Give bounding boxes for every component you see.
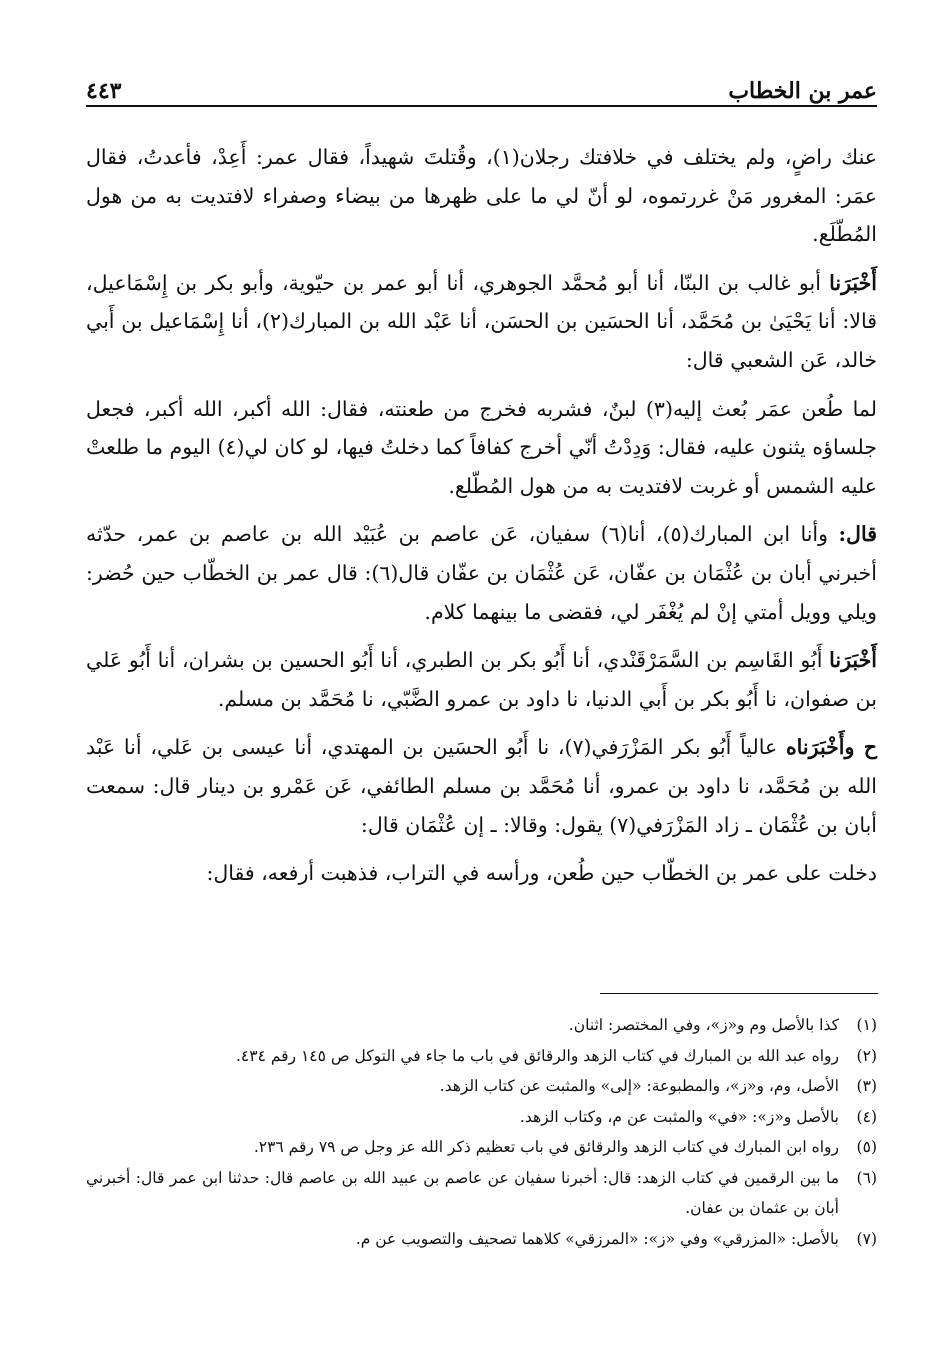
page-number: ٤٤٣ [86,78,122,104]
footnote-number: (٦) [856,1168,877,1187]
footnote-text: ما بين الرقمين في كتاب الزهد: قال: أخبرنا سفيان عن عاصم بن عبيد الله بن عاصم قال: حدثنا ابن عمر قال: أخبرني أبان بن عثمان بن عفان. [86,1168,839,1217]
paragraph [86,854,877,893]
paragraph [86,138,877,254]
footnote [86,1132,877,1163]
main-text [86,138,877,903]
paragraph [86,641,877,718]
header-rule [86,105,877,107]
footnote-rule [600,993,878,994]
paragraph [86,390,877,506]
paragraph-lead: ح وأَخْبَرَناه [785,735,877,760]
footnote-number: (١) [856,1016,877,1034]
paragraph-text: دخلت على عمر بن الخطّاب حين طُعن، ورأسه في التراب، فذهبت أرفعه، فقال: [206,861,877,886]
paragraph-text: أبو غالب بن البنّا، أنا أبو مُحمَّد الجوهري، أنا أبو عمر بن حيّوية، وأبو بكر بن إِسْمَاعيل، قالا: أنا يَحْيَىٰ بن مُحَمَّد، أنا الحسَين بن الحسَن، أنا عَبْد الله بن المبارك(٢)، أنا إِسْمَاعيل بن أَبي خالد، عَن الشعبي قال: [86,270,877,372]
footnotes [86,1010,877,1254]
footnote [86,1071,877,1102]
paragraph-text: وأنا ابن المبارك(٥)، أنا(٦) سفيان، عَن عاصم بن عُبَيْد الله بن عاصم بن عمر، حدّثه أخبرني أبان بن عُثْمَان بن عفّان، عَن عُثْمَان بن عفّان قال(٦): قال عمر بن الخطّاب حين حُضر: ويلي وويل أمتي إنْ لم يُغْفَر لي، فقضى ما بينهما كلام. [86,522,877,624]
paragraph [86,728,877,844]
paragraph-text: أَبُو القَاسِم بن السَّمَرْقَنْدي، أنا أَبُو بكر بن الطبري، أنا أَبُو الحسين بن بشران، أنا أَبُو عَلي بن صفوان، نا أَبُو بكر بن أَبي الدنيا، نا داود بن عمرو الضَّبّي، نا مُحَمَّد بن مسلم. [86,648,877,711]
paragraph [86,515,877,631]
footnote-text: بالأصل و«ز»: «في» والمثبت عن م، وكتاب الزهد. [519,1107,839,1126]
footnote-number: (٣) [856,1077,877,1095]
footnote-text: رواه عبد الله بن المبارك في كتاب الزهد والرقائق في باب ما جاء في التوكل ص ١٤٥ رقم ٤٣٤. [235,1046,839,1065]
paragraph-lead: أَخْبَرَنا [829,648,877,673]
footnote [86,1163,877,1224]
paragraph-text: عالياً أَبُو بكر المَزْرَفي(٧)، نا أَبُو الحسَين بن المهتدي، أنا عيسى بن عَلي، أنا عَبْد الله بن مُحَمَّد، نا داود بن عمرو، أنا مُحَمَّد بن مسلم الطائفي، عَن عَمْرو بن دينار قال: سمعت أبان بن عُثْمَان ـ زاد المَزْرَفي(٧) يقول: وقالا: ـ إن عُثْمَان قال: [86,735,877,837]
footnote [86,1041,877,1072]
footnote-text: كذا بالأصل وم و«ز»، وفي المختصر: اثنان. [568,1016,839,1034]
footnote [86,1224,877,1255]
paragraph-text: عنك راضٍ، ولم يختلف في خلافتك رجلان(١)، وقُتلتَ شهيداً، فقال عمر: أَعِدْ، فأعدتُ، فقال عمَر: المغرور مَنْ غررتموه، لو أنّ لي ما على ظهرها من بيضاء وصفراء لافتديت به من هول المُطّلَع. [86,145,877,247]
footnote-number: (٥) [856,1138,877,1156]
paragraph [86,264,877,380]
footnote-text: الأصل، وم، و«ز»، والمطبوعة: «إلى» والمثبت عن كتاب الزهد. [439,1077,839,1095]
paragraph-lead: قال: [838,522,877,547]
header-title: عمر بن الخطاب [728,78,877,104]
footnote [86,1102,877,1133]
footnote-number: (٤) [856,1107,877,1126]
running-header [86,68,877,102]
footnote-text: رواه ابن المبارك في كتاب الزهد والرقائق في باب تعظيم ذكر الله عز وجل ص ٧٩ رقم ٢٣٦. [253,1138,839,1156]
footnote-text: بالأصل: «المزرقي» وفي «ز»: «المرزقي» كلاهما تصحيف والتصويب عن م. [355,1229,839,1248]
footnote-number: (٢) [856,1046,877,1065]
footnote-number: (٧) [856,1229,877,1248]
paragraph-lead: أَخْبَرَنا [829,270,877,295]
footnote [86,1010,877,1041]
paragraph-text: لما طُعن عمَر بُعث إليه(٣) لبنٌ، فشربه فخرج من طعنته، فقال: الله أكبر، الله أكبر، فجعل جلساؤه يثنون عليه، فقال: وَدِدْتُ أنّي أخرج كفافاً كما دخلتُ فيها، لو كان لي(٤) اليوم ما طلعتْ عليه الشمس أو غربت لافتديت به من هول المُطّلع. [86,396,877,498]
